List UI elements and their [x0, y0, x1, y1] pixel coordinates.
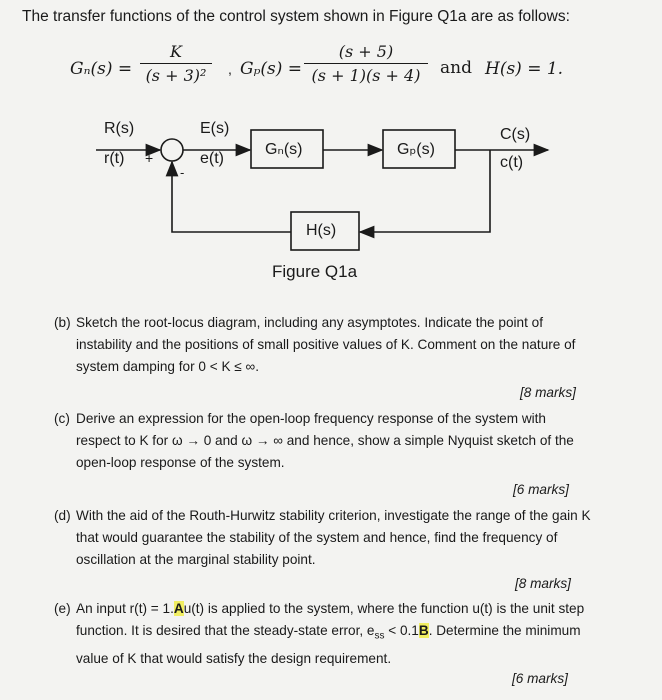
question-c-text: Derive an expression for the open-loop frequency response of the system with respect to K for ω → 0 and ω → ∞ and hence, show a simple Nyquist sketch of the open-loop response of the system. — [76, 411, 574, 470]
summing-junction — [161, 139, 183, 161]
question-d-marks: [8 marks] — [515, 576, 571, 591]
error-label-t: e(t) — [200, 150, 224, 167]
output-label-t: c(t) — [500, 154, 524, 171]
eq-separator: , — [228, 61, 232, 77]
question-b — [54, 312, 594, 378]
question-d — [54, 505, 594, 571]
question-e-subscript: ss — [374, 630, 385, 642]
gc-numerator: K — [170, 42, 182, 61]
input-label-s: R(s) — [104, 120, 135, 137]
gp-numerator: (s + 5) — [338, 42, 394, 61]
question-c — [54, 408, 594, 474]
gc-lhs: Gₙ(s) = — [70, 59, 133, 79]
question-e-text-b: u(t) is applied to the system, where the function u(t) is the unit step function. It is desired that the steady-state error, e — [76, 601, 585, 638]
question-e-text — [76, 598, 594, 670]
figure-caption: Figure Q1a — [272, 262, 358, 281]
minus-sign: - — [180, 165, 185, 180]
output-label-s: C(s) — [500, 126, 531, 143]
question-e-highlight-b: B — [418, 623, 429, 638]
intro-text: The transfer functions of the control system shown in Figure Q1a are as follows: — [22, 8, 570, 25]
question-e — [54, 598, 594, 670]
input-label-t: r(t) — [104, 150, 125, 167]
question-d-letter: (d) — [54, 508, 71, 523]
question-b-marks: [8 marks] — [520, 385, 576, 400]
gc-fraction — [140, 42, 212, 85]
question-e-highlight-a: A — [173, 601, 184, 616]
eq-and: and — [440, 58, 472, 78]
gp-block-label: Gₚ(s) — [397, 141, 435, 158]
plus-sign: + — [145, 150, 154, 166]
question-e-marks: [6 marks] — [512, 671, 568, 686]
question-e-text-a: An input r(t) = 1. — [76, 601, 174, 616]
gp-denominator: (s + 1)(s + 4) — [311, 66, 421, 85]
gc-denominator: (s + 3)² — [145, 66, 207, 85]
error-label-s: E(s) — [200, 120, 230, 137]
question-b-text: Sketch the root-locus diagram, including any asymptotes. Indicate the point of instability and the positions of small positive values of K. Comment on the nature of system damping for 0 < K ≤ ∞. — [76, 315, 576, 374]
gc-block-label: Gₙ(s) — [265, 141, 303, 158]
question-d-text: With the aid of the Routh-Hurwitz stability criterion, investigate the range of the gain K that would guarantee the stability of the system and hence, find the frequency of oscillation at the marginal stability point. — [76, 508, 591, 567]
h-block-label: H(s) — [306, 222, 337, 239]
h-equation: H(s) = 1. — [485, 59, 564, 79]
question-c-marks: [6 marks] — [513, 482, 569, 497]
question-e-text-d: . Determine the minimum value of K that would satisfy the design requirement. — [76, 623, 581, 666]
question-c-letter: (c) — [54, 411, 70, 426]
gp-fraction — [304, 42, 428, 85]
question-e-text-c: < 0.1 — [384, 623, 419, 638]
question-e-letter: (e) — [54, 601, 71, 616]
transfer-function-equations — [0, 42, 662, 102]
question-b-letter: (b) — [54, 315, 71, 330]
gp-lhs: Gₚ(s) = — [240, 59, 303, 79]
